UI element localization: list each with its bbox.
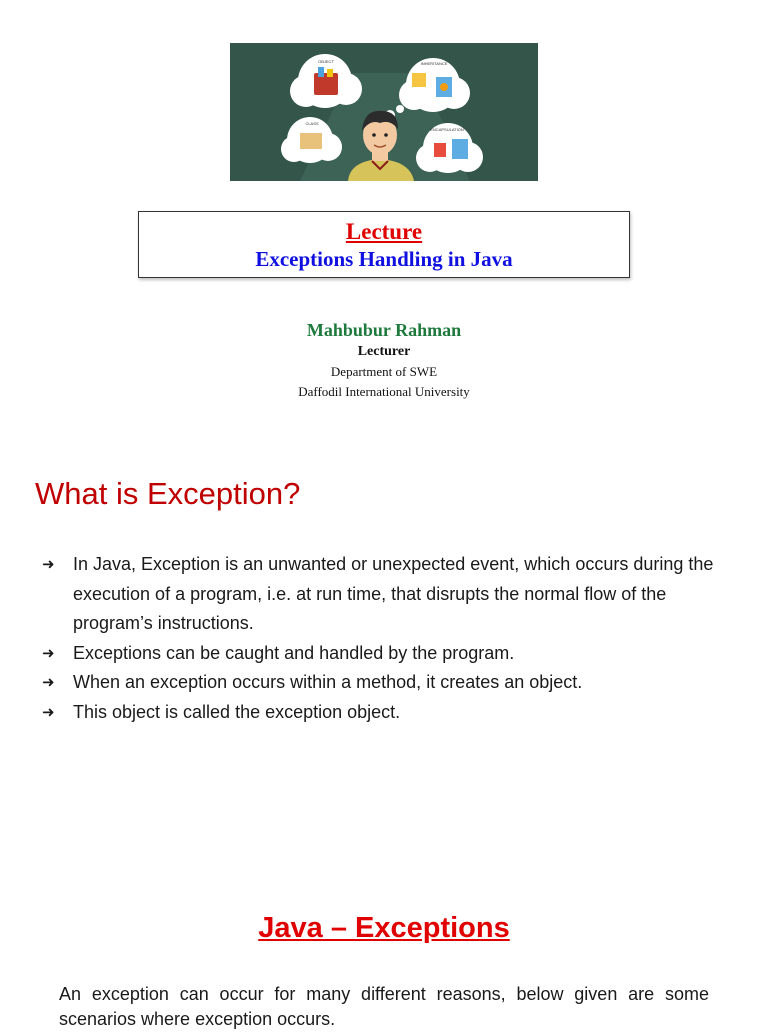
arrow-right-icon: ➜ — [42, 703, 55, 721]
bubble-label-encapsulation: ENCAPSULATION — [430, 127, 464, 132]
arrow-right-icon: ➜ — [42, 674, 55, 691]
bubble-label-object: OBJECT — [318, 59, 334, 64]
list-item — [42, 668, 742, 698]
exception-bullet-list — [42, 550, 742, 727]
list-item — [42, 639, 742, 669]
section-heading-java-exceptions: Java – Exceptions — [258, 912, 510, 944]
arrow-right-icon: ➜ — [42, 556, 55, 573]
bubble-label-inheritance: INHERITANCE — [420, 61, 448, 66]
lecture-title: Exceptions Handling in Java — [255, 247, 513, 271]
list-item — [42, 698, 742, 728]
bullet-text: In Java, Exception is an unwanted or unexpected event, which occurs during the execution of a program, i.e. at run time, that disrupts the normal flow of the program’s instructions. — [73, 554, 714, 633]
bullet-text: This object is called the exception object. — [73, 701, 401, 722]
bubble-label-class: CLASS — [305, 121, 319, 126]
lecture-title-box — [138, 211, 630, 278]
author-role: Lecturer — [357, 344, 411, 359]
bullet-text: Exceptions can be caught and handled by the program. — [73, 642, 515, 663]
author-department: Department of SWE — [330, 364, 438, 379]
bullet-text: When an exception occurs within a method, it creates an object. — [73, 672, 583, 692]
lecture-label: Lecture — [345, 219, 423, 244]
author-name: Mahbubur Rahman — [306, 320, 462, 340]
list-item — [42, 550, 742, 639]
author-block — [0, 318, 768, 402]
intro-paragraph: An exception can occur for many different reasons, below given are some scenarios where exception occurs. — [59, 984, 709, 1029]
author-university: Daffodil International University — [298, 384, 470, 399]
section-heading-what-is-exception: What is Exception? — [35, 476, 301, 511]
banner-illustration — [230, 43, 538, 181]
arrow-right-icon: ➜ — [42, 644, 55, 662]
